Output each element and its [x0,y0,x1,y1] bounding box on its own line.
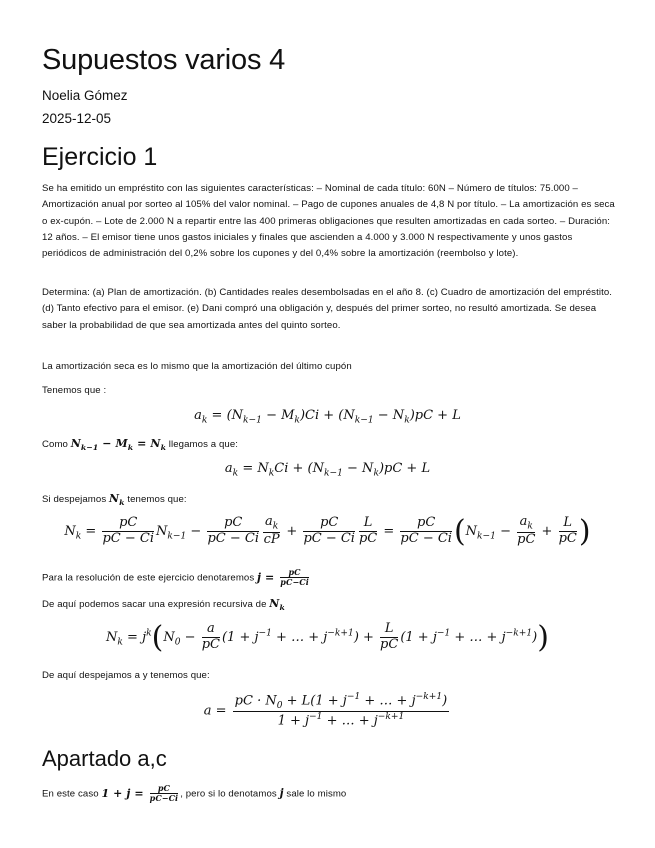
equation-nk: $N_k$ = $\frac{pC}{pC - Ci}$ $N_{k-1}$ − $\frac{pC}{pC - Ci}$ $\frac{a_k}{cP}$ + $\frac{pC}{pC - Ci}$ $\frac{L}{pC}$ = $\frac{pC}{pC - Ci}$ ($N_{k-1}$ − $\frac{a_k}{pC}$ + $\frac{L}{pC}$ ) [64,514,591,549]
despejamos-prefix: Si despejamos [42,494,107,505]
como-suffix: llegamos a que: [168,439,239,450]
equation-a: a = $\frac{pC \cdot N_0 + L(1 + j^{-1} + \dots + j^{-k+1})}{1 + j^{-1} + \dots + j^{-k+1}}$ [203,692,448,729]
date: 2025-12-05 [42,111,112,126]
math-nk-2: $N_k$ [269,597,285,613]
equation-nk-recursive: $N_k = j^k(N_0$ − $\frac{a}{pC}$ ($1 + j^{-1}$ + … + $j^{-k+1}$) + $\frac{L}{pC}$ ($1 + j^{-1}$ + … + $j^{-k+1}$)) [106,620,549,655]
apartado-prefix: En este caso [42,788,99,800]
math-1-plus-j: 1 + j = $\frac{pC}{pC-Ci}$ [101,783,179,804]
note-amortizacion-seca: La amortización seca es lo mismo que la amortización del último cupón [42,361,352,372]
resolucion-text: Para la resolución de este ejercicio denotaremos [42,572,255,584]
section-heading-ejercicio-1: Ejercicio 1 [42,143,158,171]
apartado-suffix: , pero si lo denotamos [180,788,277,800]
como-line [42,437,238,452]
math-j-def: j = $\frac{pC}{pC-Ci}$ [257,567,309,588]
equation-ak: $a_k = (N_{k-1} - M_k)Ci + (N_{k-1} - N_k)pC + L$ [194,408,461,426]
apartado-text-line [42,784,346,803]
document-title: Supuestos varios 4 [42,44,286,76]
section-heading-apartado-ac: Apartado a,c [42,746,167,771]
math-nk: $N_k$ [109,492,125,508]
author: Noelia Gómez [42,88,128,103]
resolucion-line [42,568,311,587]
math-j: j [279,786,284,800]
math-nk-relation: $N_{k-1} - M_k = N_k$ [70,437,167,453]
despejamos-line [42,492,187,507]
como-prefix: Como [42,439,68,450]
recursiva-text: De aquí podemos sacar una expresión recursiva de [42,599,267,610]
equation-ak-simplified: $a_k = N_kCi + (N_{k-1} - N_k)pC + L$ [224,461,431,479]
problem-tasks: Determina: (a) Plan de amortización. (b) Cantidades reales desembolsadas en el año 8. (c) Cuadro de amortización del empréstito. (d) Tanto efectivo para el emisor. (e) Dani compró una obligación y, después del primer sorteo, no resultó amortizada. Se desea saber la probabilidad de que sea amortizada antes del quinto sorteo. [42,287,613,331]
recursiva-line [42,597,285,612]
despejamos-suffix: tenemos que: [127,494,187,505]
apartado-end: sale lo mismo [286,788,347,800]
tenemos-que: Tenemos que : [42,385,107,396]
problem-statement: Se ha emitido un empréstito con las siguientes características: – Nominal de cada título: 60N – Número de títulos: 75.000 – Amortización anual por sorteo al 105% del valor nominal. – Pago de cupones anuales de 4,8 N por título. – La amortización es seca o ex-cupón. – Lote de 2.000 N a repartir entre las 400 primeras obligaciones que resulten amortizadas en cada sorteo. – Duración: 12 años. – El emisor tiene unos gastos iniciales y finales que ascienden a 4.000 y 3.000 N respectivamente y unos gastos periódicos de administración del 0,2% sobre los cupones y del 0,4% sobre la amortización (reembolso y lote). [42,183,615,260]
despejamos-a-line: De aquí despejamos a y tenemos que: [42,670,210,681]
